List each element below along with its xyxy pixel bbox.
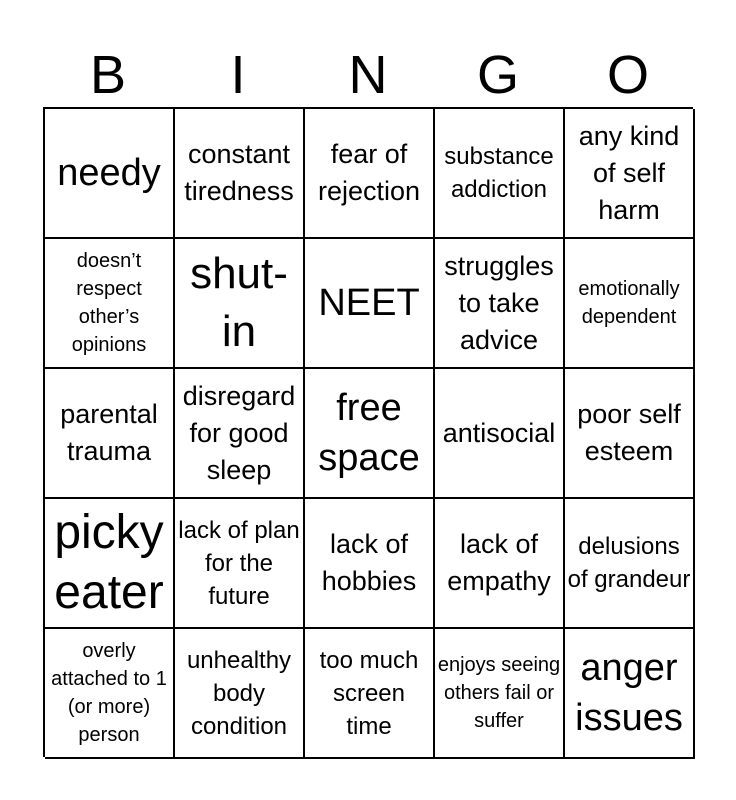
bingo-cell[interactable] bbox=[435, 499, 565, 629]
cell-label: lack of hobbies bbox=[321, 529, 417, 596]
cell-label: overly attached to 1 (or more) person bbox=[51, 640, 167, 746]
bingo-cell[interactable] bbox=[435, 629, 565, 759]
cell-label: any kind of self harm bbox=[578, 120, 680, 225]
cell-label: poor self esteem bbox=[577, 399, 681, 466]
cell-label: unhealthy body condition bbox=[186, 646, 292, 740]
bingo-board bbox=[43, 107, 693, 757]
cell-label: doesn’t respect other’s opinions bbox=[71, 250, 147, 356]
bingo-cell[interactable] bbox=[45, 239, 175, 369]
cell-label: NEET bbox=[318, 282, 420, 324]
cell-label: shut-in bbox=[190, 249, 288, 356]
cell-label: parental trauma bbox=[60, 399, 158, 466]
bingo-cell[interactable] bbox=[45, 499, 175, 629]
bingo-cell[interactable] bbox=[175, 499, 305, 629]
header-letter-g: G bbox=[476, 45, 519, 105]
bingo-cell[interactable] bbox=[45, 629, 175, 759]
bingo-cell[interactable] bbox=[305, 629, 435, 759]
free-space-cell[interactable] bbox=[305, 369, 435, 499]
cell-label: lack of plan for the future bbox=[178, 516, 300, 610]
cell-label: too much screen time bbox=[319, 646, 419, 740]
cell-label: anger issues bbox=[575, 647, 683, 739]
header-letter-n: N bbox=[348, 45, 388, 105]
cell-label: needy bbox=[57, 152, 161, 194]
bingo-cell[interactable] bbox=[175, 239, 305, 369]
bingo-cell[interactable] bbox=[45, 369, 175, 499]
header-letter-o: O bbox=[606, 45, 649, 105]
bingo-cell[interactable] bbox=[565, 369, 695, 499]
cell-label: antisocial bbox=[442, 417, 556, 448]
bingo-cell[interactable] bbox=[175, 629, 305, 759]
bingo-cell[interactable] bbox=[565, 499, 695, 629]
cell-label: lack of empathy bbox=[447, 529, 551, 596]
header-letter-b: B bbox=[89, 45, 127, 105]
bingo-cell[interactable] bbox=[305, 109, 435, 239]
bingo-cell[interactable] bbox=[175, 109, 305, 239]
bingo-cell[interactable] bbox=[565, 629, 695, 759]
header-letter-i: I bbox=[230, 45, 246, 105]
bingo-cell[interactable] bbox=[565, 239, 695, 369]
bingo-cell[interactable] bbox=[175, 369, 305, 499]
cell-label: disregard for good sleep bbox=[182, 380, 296, 485]
cell-label: fear of rejection bbox=[317, 139, 421, 206]
cell-label: delusions of grandeur bbox=[567, 533, 691, 593]
cell-label: emotionally dependent bbox=[578, 278, 680, 328]
bingo-cell[interactable] bbox=[45, 109, 175, 239]
bingo-cell[interactable] bbox=[565, 109, 695, 239]
bingo-cell[interactable] bbox=[435, 109, 565, 239]
bingo-cell[interactable] bbox=[435, 369, 565, 499]
bingo-cell[interactable] bbox=[435, 239, 565, 369]
bingo-cell[interactable] bbox=[305, 239, 435, 369]
cell-label: enjoys seeing others fail or suffer bbox=[437, 654, 561, 732]
cell-label: struggles to take advice bbox=[444, 250, 554, 355]
cell-label: picky eater bbox=[54, 506, 164, 619]
bingo-cell[interactable] bbox=[305, 499, 435, 629]
cell-label: substance addiction bbox=[444, 143, 554, 203]
cell-label: constant tiredness bbox=[184, 139, 294, 206]
cell-label: free space bbox=[318, 387, 420, 479]
bingo-header bbox=[43, 44, 693, 106]
